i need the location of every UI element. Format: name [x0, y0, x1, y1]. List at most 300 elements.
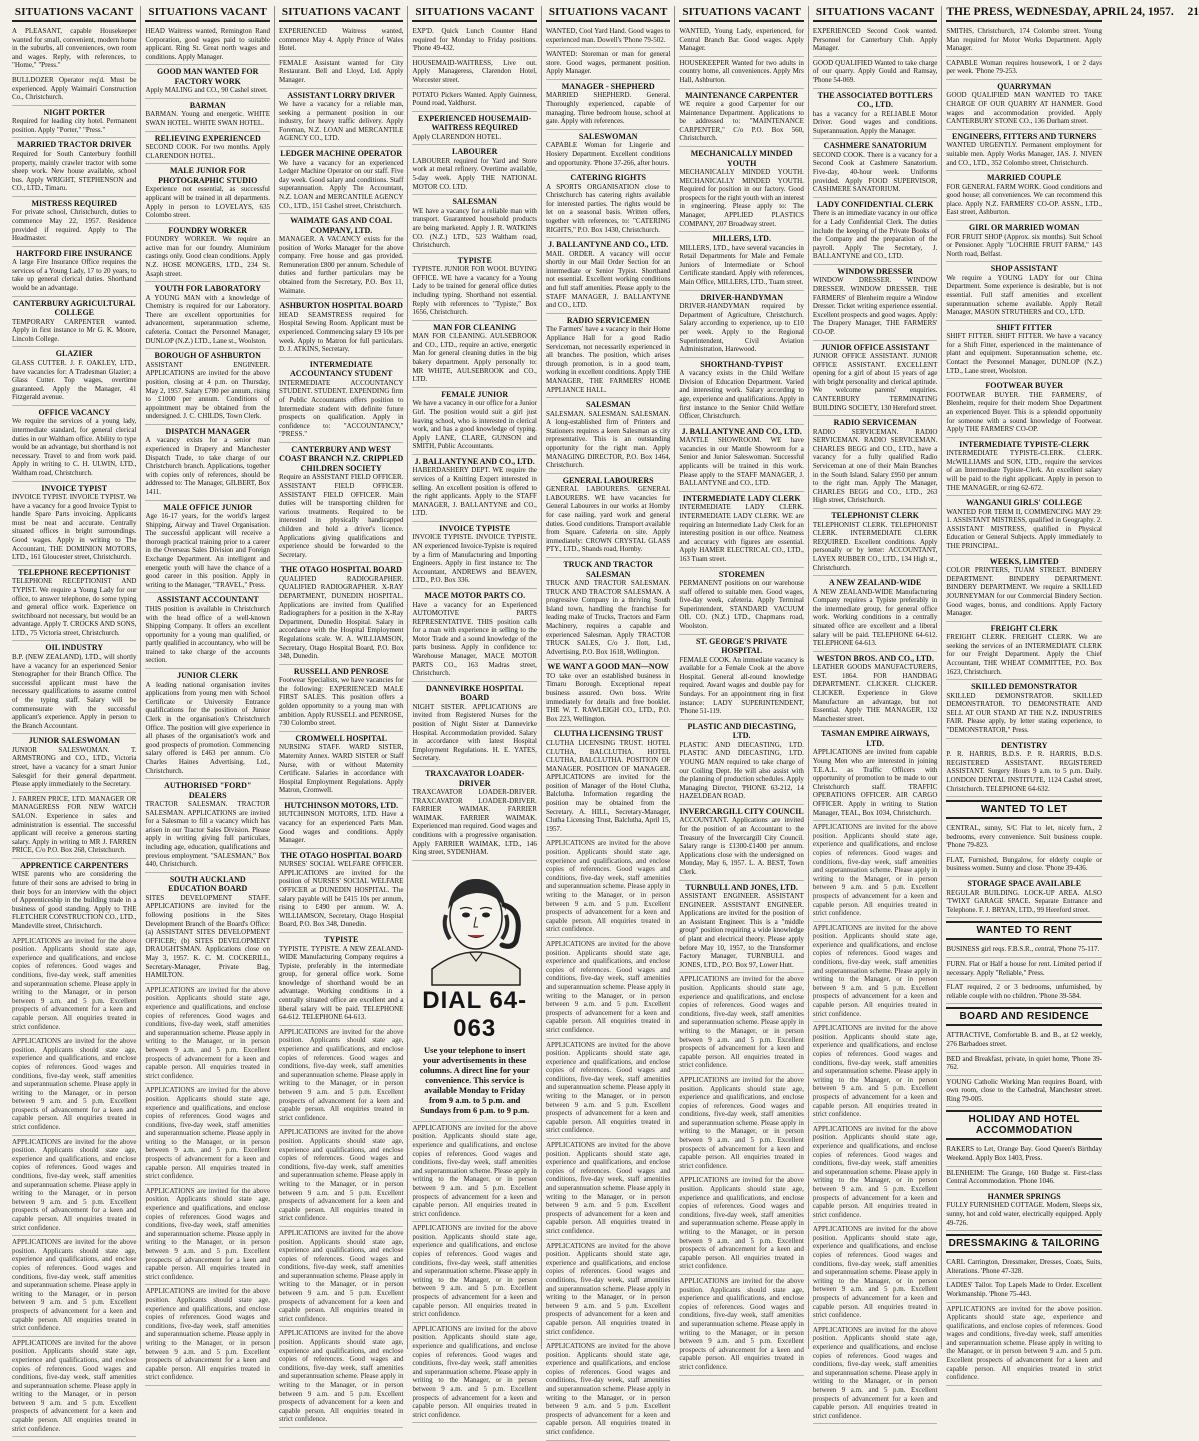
- ad-heading: DRIVER-HANDYMAN: [700, 292, 783, 302]
- ad-heading: WE WANT A GOOD MAN—NOW: [547, 662, 669, 672]
- ad-heading: WANGANUI GIRLS' COLLEGE: [966, 498, 1083, 508]
- ad-body: ACCOUNTANT. Applications are invited for the position of an Accountant to the Treasury of the Invercargill City Council. Salary range is £1300-£1400 per annum. Applications close with the undersigned on Monday, May 6, 1957. L. A. BEST, Town Clerk.: [679, 816, 804, 876]
- ad-heading: TELEPHONE RECEPTIONIST: [18, 567, 131, 577]
- classified-ad: [279, 214, 403, 299]
- ad-body: NURSES' SOCIAL WELFARE OFFICER. APPLICATIONS are invited for the position of NURSES' SOCIAL WELFARE OFFICER at DUNEDIN HOSPITAL. The salary payable will be £415 10s per annum, rising to £490 per annum. W. A. WILLIAMSON, Secretary, Otago Hospital Board, P.O. Box 348, Dunedin.: [278, 860, 404, 929]
- classified-ad: [145, 593, 269, 669]
- ad-heading: SHIFT FITTER: [996, 322, 1053, 332]
- ad-heading: TASMAN EMPIRE AIRWAYS, LTD.: [820, 729, 930, 748]
- ad-body: has a vacancy for a RELIABLE Motor Driver. Good wages and conditions. Superannuation. Apply the Manager.: [812, 109, 938, 135]
- ad-body: We require a YOUNG LADY for our China Department. Some experience is desirable, but is not essential. Full staff amenities and excellent superannuation scheme available. Apply Retail Manager, MASON STRUTHERS and CO., LTD.: [946, 273, 1102, 317]
- dial-advert-box: [412, 861, 536, 1122]
- ad-body: TYPISTE. JUNIOR FOR WOOL BUYING OFFICE. WE have a vacancy for a Young Lady to be trained for general office duties including typing. Shorthand not essential. Reply with references to "Typiste," Box 1656, Christchurch.: [412, 265, 537, 317]
- ad-list: [679, 25, 803, 973]
- ad-body: HOUSEMAID-WAITRESS, Live out. Apply Manageress, Clarendon Hotel, Worcester street.: [412, 58, 537, 84]
- classified-ad-continued: APPLICATIONS are invited for the above position. Applicants should state age, experience and qualifications, and enclose copies of references. Good wages and conditions, five-day week, staff amenities and superannuation scheme. Please apply in writing to the Manager, or in person between 9 a.m. and 5 p.m. Excellent prospects of advancement for a keen and capable person. All enquiries treated in strict confidence.: [546, 837, 670, 938]
- classified-ad: [279, 665, 403, 732]
- ad-heading: HANMER SPRINGS: [987, 1191, 1061, 1201]
- classified-ad-continued: APPLICATIONS are invited for the above position. Applicants should state age, experience and qualifications, and enclose copies of references. Good wages and conditions, five-day week, staff amenities and superannuation scheme. Please apply in writing to the Manager, or in person between 9 a.m. and 5 p.m. Excellent prospects of advancement for a keen and capable person. All enquiries treated in strict confidence.: [412, 1222, 536, 1323]
- classified-ad: [946, 171, 1102, 221]
- classified-ad: [12, 106, 136, 139]
- dressmaking-heading: DRESSMAKING & TAILORING: [946, 1234, 1102, 1253]
- ad-heading: GOOD MAN WANTED FOR FACTORY WORK: [157, 67, 259, 86]
- columns-container: [8, 6, 1199, 1437]
- board-residence-ads: [946, 1029, 1102, 1107]
- classified-ad-continued: APPLICATIONS are invited for the above position. Applicants should state age, experience and qualifications, and enclose copies of references. Good wages and conditions, five-day week, staff amenities and superannuation scheme. Please apply in writing to the Manager, or in person between 9 a.m. and 5 p.m. Excellent prospects of advancement for a keen and capable person. All enquiries treated in strict confidence.: [813, 1022, 937, 1123]
- ad-body: INTERMEDIATE ACCOUNTANCY STUDENT. STUDENT. EXPENDING firm of Public Accountants offers position to Intermediate student with definite future prospects on qualification. Apply in confidence to: "ACCOUNTANCY," "PRESS.": [278, 378, 404, 439]
- ad-body: Apply CLARENDON HOTEL.: [412, 132, 502, 141]
- ad-heading: CROMWELL HOSPITAL: [295, 733, 388, 743]
- ad-body: WANTED, Cool Yard Hand. Good wages to experienced man. Dowell's 'Phone 79-502.: [545, 27, 671, 44]
- ad-body: INVOICE TYPISTE. INVOICE TYPISTE. AN experienced Invoice-Typiste is required by a firm of Manufacturing and Importing Engineers. Apply in first instance to: The Accountant, ANDREWS and BEAVEN, LTD., P.O. Box 336.: [412, 533, 537, 585]
- classified-ad: [946, 80, 1102, 130]
- ad-body: WANTED, Young Lady, experienced, for Central Branch Bar. Good wages. Apply Manager.: [679, 27, 804, 53]
- classified-ad: [279, 732, 403, 799]
- classified-ad: [12, 641, 136, 734]
- ad-heading: SALESWOMAN: [578, 131, 638, 141]
- ad-heading: AUTHORISED "FORD" DEALERS: [164, 781, 252, 800]
- ad-body: YOUNG Catholic Working Man requires Board, with own room, close to the Cathedral, Manchester street. Ring 79-005.: [946, 1077, 1102, 1103]
- ad-body: Footwear Specialists, we have vacancies for the following: EXPERIENCED MALE FIRST SALES. This position offers a golden opportunity to a young man with ambition. Apply RUSSELL and PENROSE, 730 Colombo street.: [278, 676, 404, 728]
- classified-ad: [546, 130, 670, 171]
- ad-heading: A NEW ZEALAND-WIDE: [828, 578, 922, 588]
- classified-ad: [412, 25, 536, 57]
- classified-ad: [679, 57, 803, 89]
- classified-ad: [412, 589, 536, 682]
- ad-heading: MISTRESS REQUIRED: [31, 198, 118, 208]
- classified-ad: [145, 425, 269, 501]
- ad-body: MANAGER. A VACANCY exists for the position of Works Manager for the above company. Free house and gas provided. Remuneration £800 per annum. Schedule of duties and further particulars may be obtained from the Secretary, P.O. Box 11, Waimate.: [278, 235, 404, 295]
- ad-body: BARMAN. Young and energetic. WHITE SWAN HOTEL. WHITE SWAN HOTEL.: [145, 110, 270, 128]
- column-heading: SITUATIONS VACANT: [679, 6, 803, 22]
- ad-body: HOUSEKEEPER Wanted for two adults in country home, all conveniences. Apply Mrs Hall, Ashburton.: [679, 58, 804, 84]
- ad-body: INVOICE TYPIST. INVOICE TYPIST. We have a vacancy for a good Invoice Typist to handle Spare Parts invoicing. Applicants must be neat and accurate. Centrally situated offices in bright surroundings. Good wages. Apply in writing to The Accountant, THE DOMINION MOTORS, LTD., 161 Gloucester street, Christchurch.: [12, 493, 137, 562]
- classified-ad: [813, 139, 937, 197]
- ad-body: SALESMAN. SALESMAN. SALESMAN. A long-established firm of Printers and Stationers requires a keen Salesman as city representative. This is an outstanding opportunity for the right man. Apply MANAGING DIRECTOR, P.O. Box 1464, Christchurch.: [545, 409, 671, 470]
- ad-body: MAN FOR CLEANING. AULSEBROOK and CO., LTD., require an active, energetic Man for general cleaning duties in the big bakery department. Apply personally to: MR WHITE, AULSEBROOK and CO., LTD.: [412, 332, 537, 384]
- ad-heading: INVOICE TYPIST: [41, 483, 108, 493]
- ad-heading: MECHANICALLY MINDED YOUTH: [690, 149, 793, 168]
- classified-ad-continued: APPLICATIONS are invited for the above position. Applicants should state age, experience and qualifications, and enclose copies of references. Good wages and conditions, five-day week, staff amenities and superannuation scheme. Please apply in writing to the Manager, or in person between 9 a.m. and 5 p.m. Excellent prospects of advancement for a keen and capable person. All enquiries treated in strict confidence.: [12, 1337, 136, 1438]
- ad-heading: INTERMEDIATE ACCOUNTANCY STUDENT: [289, 359, 393, 379]
- ad-list: [412, 25, 536, 861]
- ad-list: [546, 25, 670, 837]
- classified-ad: [279, 299, 403, 357]
- ad-body: ATTRACTIVE, Comfortable B. and B., at £2 weekly, 276 Barbadoes street.: [946, 1031, 1102, 1048]
- ad-heading: ENGINEERS, FITTERS AND TURNERS: [952, 131, 1097, 141]
- ad-heading: LADY CONFIDENTIAL CLERK: [816, 199, 934, 209]
- classified-ad: [412, 254, 536, 321]
- column-1: [8, 6, 141, 1433]
- ad-heading: TYPISTE: [324, 935, 359, 944]
- classified-ad: [279, 358, 403, 443]
- classified-ad: [412, 522, 536, 589]
- ad-heading: CATERING RIGHTS: [570, 173, 646, 183]
- classified-ad: [145, 349, 269, 425]
- classified-ad: [946, 1190, 1102, 1231]
- classified-ad: [813, 25, 937, 57]
- column-8: [942, 6, 1199, 1382]
- classified-ad: [946, 1279, 1102, 1302]
- classified-ad: [679, 881, 803, 974]
- classified-ad-continued: APPLICATIONS are invited for the above position. Applicants should state age, experience and qualifications, and enclose copies of references. Good wages and conditions, five-day week, staff amenities and superannuation scheme. Please apply in writing to the Manager, or in person between 9 a.m. and 5 p.m. Excellent prospects of advancement for a keen and capable person. All enquiries treated in strict confidence.: [546, 938, 670, 1039]
- wanted-to-rent-ads: [946, 943, 1102, 1004]
- ad-body: WISE parents who are considering the future of their sons are advised to bring in their boys for an interview with the object of Apprenticeship in the building trade in a business of good standing. Apply to THE FLETCHER CONSTRUCTION CO., LTD., Mandeville street, Christchurch.: [12, 870, 137, 930]
- ad-body: FOOTWEAR BUYER. THE FARMERS', of Blenheim, require for their modern Shoe Department an experienced Buyer. This is a splendid opportunity for someone with a sound knowledge of Footwear. Apply THE FARMERS' CO-OP.: [946, 390, 1102, 434]
- woman-telephone-illustration: [412, 865, 540, 985]
- ad-body: JUNIOR SALESWOMAN. T. ARMSTRONG and CO., LTD., Victoria street, have a vacancy for a smart Junior Salesgirl for their general department. Please apply immediately to the Secretary.: [12, 745, 137, 789]
- ad-heading: ASSISTANT ACCOUNTANT: [156, 595, 259, 605]
- ad-body: FOR FRUIT SHOP (Approx. six months). Suit School or Pensioner. Apply "LOCHRIE FRUIT FARM," 143 North road, Belfast.: [946, 232, 1102, 258]
- ad-body: HABERDASHERY DEPT. WE require the services of a Knitting Expert interested in selling. An excellent position is offered to the right applicants. Apply to the STAFF MANAGER, J. BALLANTYNE and CO., LTD.: [412, 466, 537, 518]
- ad-heading: WINDOW DRESSER: [837, 266, 913, 276]
- ad-body: TRACTOR SALESMAN. TRACTOR SALESMAN. APPLICATIONS are invited for a Salesman to fill a vacancy which has arisen in our Tractor Sales Division. Please apply in writing giving full particulars, including age, education, qualifications and previous employment. "SALESMAN," Box 440, Christchurch.: [145, 800, 270, 869]
- classified-ad: [412, 682, 536, 767]
- ad-body: P. R. HARRIS, B.D.S. P. R. HARRIS, B.D.S. REGISTERED ASSISTANT. REGISTERED ASSISTANT. Surgery Hours 9 a.m. to 5 p.m. Daily. LONDON DENTAL INSTITUTE, 1124 Cashel street, Christchurch. TELEPHONE 64-632.: [946, 750, 1102, 793]
- classified-ad: [946, 1029, 1102, 1052]
- ad-heading: MILLERS, LTD.: [712, 234, 771, 244]
- dial-title: DIAL 64-063: [422, 986, 528, 1042]
- classified-ad-continued: APPLICATIONS are invited for the above position. Applicants should state age, experience and qualifications, and enclose copies of references. Good wages and conditions, five-day week, staff amenities and superannuation scheme. Please apply in writing to the Manager, or in person between 9 a.m. and 5 p.m. Excellent prospects of advancement for a keen and capable person. All enquiries treated in strict confidence.: [279, 1227, 403, 1328]
- classified-ad: [412, 89, 536, 112]
- ad-body: FEMALE COOK. An immediate vacancy is available for a Female Cook at the above Hospital. General all-round knowledge required. Award wages and double pay for Sundays. For an appointment ring in first instance: LADY SUPERINTENDENT, 'Phone 51-119.: [679, 655, 804, 716]
- classified-ad-continued: APPLICATIONS are invited for the above position. Applicants should state age, experience and qualifications, and enclose copies of references. Good wages and conditions, five-day week, staff amenities and superannuation scheme. Please apply in writing to the Manager, or in person between 9 a.m. and 5 p.m. Excellent prospects of advancement for a keen and capable person. All enquiries treated in strict confidence.: [145, 1285, 269, 1386]
- classified-ad: [145, 779, 269, 873]
- ad-body: MECHANICALLY MINDED YOUTH. MECHANICALLY MINDED YOUTH. Required for position in our factory. Good prospects for the right youth with an interest in engineering. Please apply to: The Manager, APPLIED PLASTICS COMPANY, 207 Broadway street.: [679, 168, 804, 228]
- classified-ad: [12, 482, 136, 566]
- classified-ad: [279, 147, 403, 214]
- ad-body: CAPABLE Woman for Lingerie and Hosiery Department. Excellent conditions and opportunity. 'Phone 37-266, after hours.: [545, 141, 671, 167]
- classified-ad: [546, 25, 670, 48]
- ad-body: FREIGHT CLERK. FREIGHT CLERK. We are seeking the services of an INTERMEDIATE CLERK for our Freight Department. Apply the Chief Accountant, THE WHEAT COMMITTEE, P.O. Box 1623, Christchurch.: [946, 633, 1102, 676]
- classified-ad: [946, 321, 1102, 379]
- column-heading: SITUATIONS VACANT: [145, 6, 269, 22]
- classified-ad: [679, 358, 803, 425]
- ad-heading: SALESMAN: [585, 400, 631, 410]
- ad-body: Experience not essential, as successful applicant will be trained in all departments. Apply in person to LOVELAYS, 635 Colombo street.: [145, 185, 270, 220]
- classified-ad-continued: APPLICATIONS are invited for the above position. Applicants should state age, experience and qualifications, and enclose copies of references. Good wages and conditions, five-day week, staff amenities and superannuation scheme. Please apply in writing to the Manager, or in person between 9 a.m. and 5 p.m. Excellent prospects of advancement for a keen and capable person. All enquiries treated in strict confidence.: [12, 1035, 136, 1136]
- ad-list: [279, 25, 403, 1026]
- ad-heading: NIGHT PORTER: [43, 107, 106, 117]
- classified-ad: [679, 492, 803, 568]
- ad-heading: BARMAN: [189, 100, 226, 110]
- ad-body: HEAD SEAMSTRESS required for Hospital Sewing Room. Applicant must be experienced. Commencing salary £9 10s per week. Apply to Matron for full particulars. D. J. ATKINS, Secretary.: [278, 310, 404, 354]
- wanted-to-let-ads: [946, 822, 1102, 918]
- classified-ad: [412, 57, 536, 89]
- classified-ad-continued: APPLICATIONS are invited for the above position. Applicants should state age, experience and qualifications, and enclose copies of references. Good wages and conditions, five-day week, staff amenities and superannuation scheme. Please apply in writing to the Manager, or in person between 9 a.m. and 5 p.m. Excellent prospects of advancement for a keen and capable person. All enquiries treated in strict confidence.: [679, 1074, 803, 1175]
- classified-ad: [946, 854, 1102, 877]
- ad-body: RADIO SERVICEMAN. RADIO SERVICEMAN. RADIO SERVICEMAN. CHARLES BEGG and CO., LTD., have a vacancy for a fully qualified Radio Serviceman at one of their Main Branches in the South Island. Salary £950 per annum to the right man. Apply The Manager, CHARLES BEGG and CO., LTD., 263 High street, Christchurch.: [812, 427, 938, 505]
- classified-ad: [813, 652, 937, 728]
- classified-ad: [679, 291, 803, 358]
- classified-ad-continued: APPLICATIONS are invited for the above position. Applicants should state age, experience and qualifications, and enclose copies of references. Good wages and conditions, five-day week, staff amenities and superannuation scheme. Please apply in writing to the Manager, or in person between 9 a.m. and 5 p.m. Excellent prospects of advancement for a keen and capable person. All enquiries treated in strict confidence.: [813, 821, 937, 922]
- classified-ad: [279, 563, 403, 664]
- ad-body: Apply MALING and CO., 90 Cashel street.: [145, 86, 268, 95]
- ad-heading: J. BALLANTYNE AND CO., LTD.: [414, 456, 535, 466]
- classified-ad: [813, 89, 937, 140]
- classified-ad: [412, 145, 536, 195]
- ad-body: ASSISTANT ENGINEER. APPLICATIONS are invited for the above position, closing at 4 p.m. on Thursday, May 2, 1957. Salary £780 per annum, rising to £1000 per annum. Conditions of appointment may be obtained from the undersigned. J. C. CHILDS, Town Clerk.: [145, 360, 270, 421]
- classified-ad: [412, 388, 536, 455]
- ad-body: MARRIED SHEPHERD. General. Thoroughly experienced, capable of managing. Three bedroom house, school at gate. Apply with references.: [545, 91, 671, 126]
- classified-ad: [145, 132, 269, 165]
- classified-ad: [679, 147, 803, 232]
- classified-ad-continued: APPLICATIONS are invited for the above position. Applicants should state age, experience and qualifications, and enclose copies of references. Good wages and conditions, five-day week, staff amenities and superannuation scheme. Please apply in writing to the Manager, or in person between 9 a.m. and 5 p.m. Excellent prospects of advancement for a keen and capable person. All enquiries treated in strict confidence.: [279, 1327, 403, 1428]
- ad-heading: TURNBULL AND JONES, LTD.: [685, 882, 798, 892]
- ad-body: BULLDOZER Operator req'd. Must be experienced. Apply Waimairi Construction Co., Christchurch.: [12, 75, 137, 102]
- ad-heading: INTERMEDIATE TYPISTE-CLERK: [959, 439, 1090, 449]
- ad-heading: THE OTAGO HOSPITAL BOARD: [280, 565, 402, 575]
- ad-body: INTERMEDIATE LADY CLERK. INTERMEDIATE LADY CLERK. WE are requiring an Intermediate Lady Clerk for an interesting position in our office. Neatness and accuracy with figures are essential. Apply HAMER ELECTRICAL CO., LTD., 163 Tuam street.: [679, 503, 804, 563]
- classified-ad: [813, 198, 937, 265]
- ad-heading: CLUTHA LICENSING TRUST: [553, 729, 663, 739]
- ad-heading: STOREMEN: [718, 569, 765, 579]
- ad-body: Required for South Canterbury foothill property, mainly crawler tractor with some sheep work. New house available, school bus. Apply WRIGHT, STEPHENSON and CO., LTD., Timaru.: [12, 149, 137, 193]
- classified-ad: [12, 247, 136, 297]
- page-number: 21: [1187, 6, 1199, 18]
- classified-ad: [946, 1143, 1102, 1166]
- ad-heading: WESTON BROS. AND CO., LTD.: [816, 653, 934, 663]
- ad-body: BUSINESS girl reqs. F.B.S.R., central, 'Phone 75-117.: [946, 945, 1100, 954]
- ad-heading: THE OTAGO HOSPITAL BOARD: [280, 850, 402, 860]
- classified-ad: [546, 48, 670, 80]
- ad-body: Age 16-17 years, for the world's largest Shipping, Airway and Travel Organisation. The successful applicant will receive a thorough practical training prior to a career in the Overseas Sales Division and Foreign Exchange Department. An intelligent and energetic youth will have the chance of a good career in this position. Apply in writing to the Manager, "TRAVEL," Press.: [145, 512, 270, 589]
- ad-body: INTERMEDIATE TYPISTE-CLERK. CLERK. McWILLIAMS and SON, LTD., require the services of an Intermediate Typiste-Clerk. An excellent salary will be paid to the right applicant. Apply in person to THE MANAGER, or ring 62-672.: [946, 449, 1102, 492]
- classified-ad: [12, 138, 136, 196]
- column-6: [675, 6, 808, 1371]
- classified-ad: [546, 238, 670, 314]
- classified-ad-continued: APPLICATIONS are invited for the above position. Applicants should state age, experience and qualifications, and enclose copies of references. Good wages and conditions, five-day week, staff amenities and superannuation scheme. Please apply in writing to the Manager, or in person between 9 a.m. and 5 p.m. Excellent prospects of advancement for a keen and capable person. All enquiries treated in strict confidence.: [145, 984, 269, 1085]
- ad-body: QUALIFIED RADIOGRAPHER. QUALIFIED RADIOGRAPHER. X-RAY DEPARTMENT, DUNEDIN HOSPITAL. Applications are invited from Qualified Radiographers for a position in the X-Ray Department, Dunedin Hospital. Salary in accordance with the Hospital Employment Regulations scale. W. A. WILLIAMSON, Secretary, Otago Hospital Board, P.O. Box 348, Dunedin.: [278, 574, 404, 661]
- classified-ad: [145, 99, 269, 132]
- ad-heading: ASSISTANT LORRY DRIVER: [287, 90, 396, 100]
- classified-ad-continued: APPLICATIONS are invited for the above position. Applicants should state age, experience and qualifications, and enclose copies of references. Good wages and conditions, five-day week, staff amenities and superannuation scheme. Please apply in writing to the Manager, or in person between 9 a.m. and 5 p.m. Excellent prospects of advancement for a keen and capable person. All enquiries treated in strict confidence.: [546, 1039, 670, 1140]
- classified-ad: [279, 443, 403, 563]
- ad-heading: MAINTENANCE CARPENTER: [685, 90, 799, 100]
- ad-body: GENERAL LABOURERS. GENERAL LABOURERS. WE have vacancies for General Labourers in our works at Hornby for case nailing, yard work and general duties. Good conditions. Transport available from Square. Cafeteria on site. Apply immediately: CROWN CRYSTAL GLASS PTY., LTD., Shands road, Hornby.: [545, 485, 671, 554]
- ad-heading: GENERAL LABOURERS: [562, 475, 654, 485]
- ad-body: CAPABLE Woman requires housework, 1 or 2 days per week. 'Phone 79-253.: [946, 58, 1102, 76]
- holiday-accommodation-heading: HOLIDAY AND HOTEL ACCOMMODATION: [946, 1110, 1102, 1140]
- classified-ad: [12, 197, 136, 247]
- ad-body: JUNIOR OFFICE ASSISTANT. JUNIOR OFFICE ASSISTANT. EXCELLENT opening for a girl of about 15 years of age with bright personality and clerical aptitude. We welcome parents' enquiries. CANTERBURY TERMINATING BUILDING SOCIETY, 130 Hereford street.: [812, 352, 938, 412]
- column-2: [141, 6, 274, 1382]
- classified-ad: [12, 859, 136, 935]
- classified-ad-continued: APPLICATIONS are invited for the above position. Applicants should state age, experience and qualifications, and enclose copies of references. Good wages and conditions, five-day week, staff amenities and superannuation scheme. Please apply in writing to the Manager, or in person between 9 a.m. and 5 p.m. Excellent prospects of advancement for a keen and capable person. All enquiries treated in strict confidence.: [145, 1185, 269, 1286]
- ad-heading: RADIO SERVICEMAN: [833, 418, 917, 428]
- classified-ad-continued: APPLICATIONS are invited for the above position. Applicants should state age, experience and qualifications, and enclose copies of references. Good wages and conditions, five-day week, staff amenities and superannuation scheme. Please apply in writing to the Manager, or in person between 9 a.m. and 5 p.m. Excellent prospects of advancement for a keen and capable person. All enquiries treated in strict confidence.: [546, 1139, 670, 1240]
- ad-body: COLOR PRINTERS, TUAM STREET. BINDERY DEPARTMENT. BINDERY DEPARTMENT. BINDERY DEPARTMENT. We require a SKILLED JOURNEYMAN for our Commercial Bindery Section. Good wages, bonus, and conditions. Apply Factory Manager.: [946, 566, 1102, 618]
- ad-body: A YOUNG MAN with a knowledge of Chemistry is required for our Laboratory. There are excellent opportunities for advancement, superannuation scheme, cafeteria. Contact the Personnel Manager, DUNLOP (N.Z.) LTD., Lane st., Woolston.: [145, 293, 270, 345]
- ad-body: WINDOW DRESSER. WINDOW DRESSER. WINDOW DRESSER. THE FARMERS' of Blenheim require a Window Dresser. Ticket writing experience essential. Excellent prospects and good wages. Apply: The Drapery Manager, THE FARMERS' CO-OP.: [812, 276, 938, 336]
- classified-ad-continued: APPLICATIONS are invited for the above position. Applicants should state age, experience and qualifications, and enclose copies of references. Good wages and conditions, five-day week, staff amenities and superannuation scheme. Please apply in writing to the Manager, or in person between 9 a.m. and 5 p.m. Excellent prospects of advancement for a keen and capable person. All enquiries treated in strict confidence.: [813, 1324, 937, 1425]
- classified-ad: [946, 1076, 1102, 1108]
- ad-heading: HARTFORD FIRE INSURANCE: [16, 248, 133, 258]
- ad-heading: MALE OFFICE JUNIOR: [163, 502, 253, 512]
- ad-body: WE have a vacancy for a reliable man with transport. Guaranteed household products are being marketed. Apply J. R. WATKINS CO. (N.Z.) LTD., 523 Waltham road, Christchurch.: [412, 206, 537, 250]
- classified-ad: [279, 849, 403, 933]
- ad-body: WE require a good Carpenter for our Maintenance Department. Applications to be addressed to: "MAINTENANCE CARPENTER," C/o P.O. Box 560, Christchurch.: [679, 100, 804, 143]
- classified-ad: [679, 25, 803, 57]
- classified-ad: [12, 347, 136, 405]
- ad-body: A vacancy exists for a senior man experienced in Drapery and Manchester Dispatch Trade, to take charge of our Christchurch branch. Applications, together with copies only of references, should be addressed to: The Manager, GILBERT, Box 1411.: [145, 436, 270, 496]
- ad-body: FURN. Flat or Half a house for rent. Limited period if necessary. Apply "Reliable," Press.: [946, 959, 1102, 977]
- ad-heading: DENTISTRY: [1000, 740, 1048, 750]
- ad-heading: TYPISTE: [457, 255, 492, 265]
- classified-ad: [412, 321, 536, 388]
- classified-ad: [412, 455, 536, 522]
- ad-heading: MALE JUNIOR FOR PHOTOGRAPHIC STUDIO: [158, 166, 258, 185]
- column-5: [542, 6, 675, 1437]
- ad-heading: LEDGER MACHINE OPERATOR: [280, 149, 403, 159]
- ad-body: We have a vacancy for an experienced Ledger Machine Operator on our staff. Five day week. Good salary and conditions. Staff superannuation. Apply The Accountant, N.Z. LOAN and MERCANTILE AGENCY CO., LTD., 151 Cashel street, Christchurch.: [278, 158, 404, 210]
- column-4: [408, 6, 541, 1419]
- classified-ad: [546, 314, 670, 398]
- classified-ad: [946, 680, 1102, 738]
- ad-body: GLASS CUTTER. J. F. OAKLEY, LTD., have vacancies for: A Tradesman Glazier; a Glass Cutter. Top wages, overtime guaranteed. Apply the Manager, 41 Fitzgerald avenue.: [12, 358, 137, 402]
- ad-body: A large Fire Insurance Office requires the services of a Young Lady, 17 to 20 years, to take up general clerical duties. Shorthand would be an advantage.: [12, 258, 137, 293]
- ad-heading: J. BALLANTYNE AND CO., LTD.: [548, 240, 669, 250]
- ad-heading: OFFICE VACANCY: [38, 407, 110, 417]
- ad-body: RAKERS to Let, Orange Bay. Good Queen's Birthday Weekend. Apply Box 1403, Press.: [946, 1145, 1102, 1163]
- classified-ad-continued: APPLICATIONS are invited for the above position. Applicants should state age, experience and qualifications, and enclose copies of references. Good wages and conditions, five-day week, staff amenities and superannuation scheme. Please apply in writing to the Manager, or in person between 9 a.m. and 5 p.m. Excellent prospects of advancement for a keen and capable person. All enquiries treated in strict confidence.: [679, 1174, 803, 1275]
- column-heading: SITUATIONS VACANT: [813, 6, 937, 22]
- ad-heading: TRAXCAVATOR LOADER-DRIVER: [425, 769, 525, 788]
- ad-body: PLASTIC AND DIECASTING, LTD. PLASTIC AND DIECASTING, LTD. YOUNG MAN required to take charge of our Coiling Dept. He will also assist with the planning of production schedules. Apply Managing Director, 'PHONE 63-212, 14 HAZELDEAN ROAD.: [679, 740, 804, 801]
- classified-ad-continued: APPLICATIONS are invited for the above position. Applicants should state age, experience and qualifications, and enclose copies of references. Good wages and conditions, five-day week, staff amenities and superannuation scheme. Please apply in writing to the Manager, or in person between 9 a.m. and 5 p.m. Excellent prospects of advancement for a keen and capable person. All enquiries treated in strict confidence.: [279, 1126, 403, 1227]
- ad-heading: J. BALLANTYNE AND CO., LTD.: [681, 426, 802, 436]
- classified-ad: [12, 793, 136, 859]
- ad-body: SECOND COOK. For two months. Apply CLARENDON HOTEL.: [145, 143, 270, 160]
- ad-body: LADIES' Tailor. Top Lapels Made to Order. Excellent Workmanship. 'Phone 75-443.: [946, 1281, 1102, 1298]
- ad-body: BLENHEIM: The Grange, 160 Budge st. First-class Central Accommodation. 'Phone 1046.: [946, 1168, 1102, 1186]
- ad-heading: WAIMATE GAS AND COAL COMPANY, LTD.: [290, 216, 393, 235]
- ad-heading: JUNIOR SALESWOMAN: [28, 736, 120, 746]
- classified-ad: [946, 57, 1102, 80]
- classified-ad: [145, 669, 269, 779]
- classified-ad: [946, 958, 1102, 981]
- ad-body: GOOD QUALIFIED Wanted to take charge of our quarry. Apply Gould and Ramsay, 'Phone 54-069.: [812, 58, 938, 84]
- ad-heading: INVERCARGILL CITY COUNCIL: [679, 806, 804, 816]
- ad-body: HUTCHINSON MOTORS, LTD. Have a vacancy for an experienced Parts Man. Good wages and conditions. Apply Manager.: [278, 810, 404, 845]
- ad-body: A vacancy exists in the Child Welfare Division of Education Department. Varied and interesting work. Salary according to age, experience and qualifications. Apply in first instance to the Senior Child Welfare Officer, Christchurch.: [679, 369, 804, 421]
- classified-ad: [679, 232, 803, 290]
- ad-body: LABOURER required for Yard and Store work at metal refinery. Overtime available, 5-day week. Apply THE NATIONAL MOTOR CO. LTD.: [412, 156, 537, 191]
- classified-ad: [546, 727, 670, 837]
- ad-body: TEMPORARY CARPENTER wanted. Apply in first instance to Mr G. K. Moore, Lincoln College.: [12, 317, 137, 343]
- classified-ad-continued: APPLICATIONS are invited for the above position. Applicants should state age, experience and qualifications, and enclose copies of references. Good wages and conditions, five-day week, staff amenities and superannuation scheme. Please apply in writing to the Manager, or in person between 9 a.m. and 5 p.m. Excellent prospects of advancement for a keen and capable person. All enquiries treated in strict confidence.: [946, 1303, 1102, 1386]
- classified-ad: [679, 89, 803, 147]
- classified-ad: [946, 496, 1102, 554]
- ad-heading: RADIO SERVICEMEN: [566, 315, 650, 325]
- classified-ad: [145, 501, 269, 594]
- ad-body: LEATHER GOODS MANUFACTURERS, EST. 1864. FOR HANDBAG DEPARTMENT. CLICKER. CLICKER. CLICKER. Experience in Glove Manufacture an advantage, but not Essential. Apply THE MANAGER, 132 Manchester street.: [812, 663, 938, 723]
- column-heading: SITUATIONS VACANT: [12, 6, 136, 22]
- page-masthead: [946, 6, 1199, 22]
- column-heading: SITUATIONS VACANT: [546, 6, 670, 22]
- ad-body: HEAD Waitress wanted, Remington Rand Corporation, good wages paid to suitable applicant. Ring St. Great north wages and conditions. Apply Manager.: [145, 27, 270, 61]
- classified-ad: [813, 57, 937, 89]
- ad-body: EXP'D. Quick Lunch Counter Hand required for Monday to Friday positions. 'Phone 49-432.: [412, 27, 537, 53]
- classified-ad-continued: APPLICATIONS are invited for the above position. Applicants should state age, experience and qualifications, and enclose copies of references. Good wages and conditions, five-day week, staff amenities and superannuation scheme. Please apply in writing to the Manager, or in person between 9 a.m. and 5 p.m. Excellent prospects of advancement for a keen and capable person. All enquiries treated in strict confidence.: [279, 1026, 403, 1127]
- classified-ad: [946, 943, 1102, 958]
- ad-body: Have a vacancy for an Experienced AUTOMOTIVE PARTS REPRESENTATIVE. THIS position calls for a man with experience in selling to the Motor Trade and a sound knowledge of the parts business. Apply in confidence to: Warehouse Manager, MACE MOTOR PARTS CO., 163 Madras street, Christchurch.: [412, 600, 537, 678]
- classified-ad: [546, 660, 670, 727]
- ad-body: CENTRAL, sunny, S/C Flat to let, nicely furn., 2 bedrooms, every convenience. Suit business couple. 'Phone 79-823.: [946, 824, 1102, 850]
- ad-heading: INTERMEDIATE LADY CLERK: [682, 493, 801, 503]
- ad-body: CARL Carrington, Dressmaker, Dresses, Coats, Suits, Alterations. 'Phone 47-328.: [946, 1258, 1102, 1275]
- classified-ad: [946, 438, 1102, 496]
- classified-ad: [279, 89, 403, 147]
- ad-heading: SOUTH AUCKLAND EDUCATION BOARD: [168, 874, 248, 894]
- ad-list: [145, 25, 269, 984]
- ad-body: FLAT required, 2 or 3 bedrooms, unfurnished, by reliable couple with no children. 'Phone 39-584.: [946, 983, 1102, 1000]
- ad-body: MILLERS, LTD., have several vacancies in Retail Departments for Male and Female Juniors of Intermediate or School Certificate standard. Apply with references, Main Office, MILLERS, LTD., Tuam street.: [679, 243, 804, 287]
- wanted-to-let-heading: WANTED TO LET: [946, 800, 1102, 819]
- ad-heading: FOOTWEAR BUYER: [985, 381, 1063, 391]
- classified-ad: [813, 727, 937, 821]
- ad-body: PERMANENT positions on our warehouse staff offered to suitable men. Good wages, five-day week, cafeteria. Apply Terminal Superintendent, STANDARD VACUUM OIL CO. (N.Z.) LTD., Chapmans road, Woolston.: [679, 579, 804, 630]
- masthead-title: THE PRESS, WEDNESDAY, APRIL 24, 1957.: [946, 6, 1174, 18]
- ad-body: SMITHS, Christchurch, 174 Colombo street. Young Man required for Motor Works Department. Apply Manager.: [946, 27, 1102, 53]
- classified-ad: [813, 509, 937, 576]
- ad-heading: SHORTHAND-TYPIST: [700, 359, 784, 369]
- classified-ad: [813, 416, 937, 509]
- classified-ad-continued: APPLICATIONS are invited for the above position. Applicants should state age, experience and qualifications, and enclose copies of references. Good wages and conditions, five-day week, staff amenities and superannuation scheme. Please apply in writing to the Manager, or in person between 9 a.m. and 5 p.m. Excellent prospects of advancement for a keen and capable person. All enquiries treated in strict confidence.: [813, 1223, 937, 1324]
- ad-body: WANTED URGENTLY. Permanent employment for suitable men. Apply Works Manager, JAS. J. NIVEN and CO., LTD., 352 Colombo street, Christchurch.: [946, 141, 1102, 167]
- ad-heading: DANNEVIRKE HOSPITAL BOARD: [425, 683, 524, 703]
- classified-ad: [12, 406, 136, 482]
- ad-heading: APPRENTICE CARPENTERS: [20, 860, 129, 870]
- classified-ad: [145, 224, 269, 282]
- ad-heading: FREIGHT CLERK: [990, 623, 1058, 633]
- classified-ad-continued: APPLICATIONS are invited for the above position. Applicants should state age, experience and qualifications, and enclose copies of references. Good wages and conditions, five-day week, staff amenities and superannuation scheme. Please apply in writing to the Manager, or in person between 9 a.m. and 5 p.m. Excellent prospects of advancement for a keen and capable person. All enquiries treated in strict confidence.: [813, 922, 937, 1023]
- ad-body: POTATO Pickers Wanted. Apply Guinness, Pound road, Yaldhurst.: [412, 90, 537, 108]
- ad-body: B.P. (NEW ZEALAND), LTD., will shortly have a vacancy for an experienced Senior Stenographer for their Branch Office. The successful applicant must have the necessary qualifications to assume control of the typing staff. Salary will be commensurate with the successful applicant's experience. Apply in person to the Branch Accountant.: [12, 652, 137, 730]
- classified-ad: [946, 877, 1102, 918]
- classified-ad: [145, 25, 269, 65]
- ad-list: [813, 25, 937, 821]
- ad-body: For private school, Christchurch, duties to commence May 22, 1957. Residence provided if required. Apply to The Headmaster.: [12, 208, 137, 243]
- ad-heading: FOUNDRY WORKER: [168, 225, 248, 235]
- classified-ad: [679, 635, 803, 720]
- classified-ad: [279, 799, 403, 849]
- ad-heading: JUNIOR OFFICE ASSISTANT: [820, 342, 930, 352]
- ad-body: TELEPHONIST CLERK. TELEPHONIST CLERK. INTERMEDIATE CLERK REQUIRED. Excellent conditions. Apply personally or by letter: ACCOUNTANT, LAYEX RUBBER CO., LTD., 134 High st., Christchurch.: [812, 520, 938, 572]
- classified-ad: [412, 767, 536, 861]
- ad-heading: LABOURER: [452, 147, 498, 157]
- ad-body: The Farmers' have a vacancy in their Home Appliance Hall for a good Radio Serviceman, not necessarily experienced in all branches. The position, which arises through promotion, is in a good team, working in excellent conditions. Apply THE MANAGER, THE FARMERS' HOME APPLIANCE HALL.: [545, 325, 671, 394]
- classified-ad: [813, 576, 937, 652]
- classified-ad: [546, 558, 670, 660]
- ad-body: FLAT, Furnished, Bungalow, for elderly couple or business women. Sunny and close. 'Phone 39-436.: [946, 855, 1102, 873]
- ad-heading: MACE MOTOR PARTS CO.: [424, 591, 526, 600]
- ad-body: SHIFT FITTER. SHIFT FITTER. We have a vacancy for a Shift Fitter, experienced in the maintenance of plant and equipment. Superannuation scheme, etc. Contact the Personnel Manager, DUNLOP (N.Z.) LTD., Lane street, Woolston.: [946, 332, 1102, 375]
- ad-heading: DISPATCH MANAGER: [165, 426, 250, 436]
- ad-heading: MARRIED TRACTOR DRIVER: [17, 140, 132, 150]
- ad-body: BED and Breakfast, private, in quiet home, 'Phone 39-762.: [946, 1054, 1102, 1072]
- classified-ad: [145, 282, 269, 349]
- classified-ad: [946, 1167, 1102, 1190]
- ad-body: A SPORTS ORGANISATION close to Christchurch has catering rights available for interested parties. The rights would be let on a seasonal basis. Written offers, together with references, to: "CATERING RIGHTS," P.O. Box 1430, Christchurch.: [545, 182, 671, 234]
- classified-ad: [279, 25, 403, 57]
- column-7: [809, 6, 942, 1420]
- ad-heading: EXPERIENCED HOUSEMAID-WAITRESS REQUIRED: [418, 113, 532, 133]
- ad-heading: CASHMERE SANATORIUM: [823, 141, 927, 151]
- classified-ad-continued: APPLICATIONS are invited for the above position. Applicants should state age, experience and qualifications, and enclose copies of references. Good wages and conditions, five-day week, staff amenities and superannuation scheme. Please apply in writing to the Manager, or in person between 9 a.m. and 5 p.m. Excellent prospects of advancement for a keen and capable person. All enquiries treated in strict confidence.: [679, 1275, 803, 1376]
- classified-ad: [412, 112, 536, 146]
- ad-heading: WEEKS, LIMITED: [989, 556, 1059, 566]
